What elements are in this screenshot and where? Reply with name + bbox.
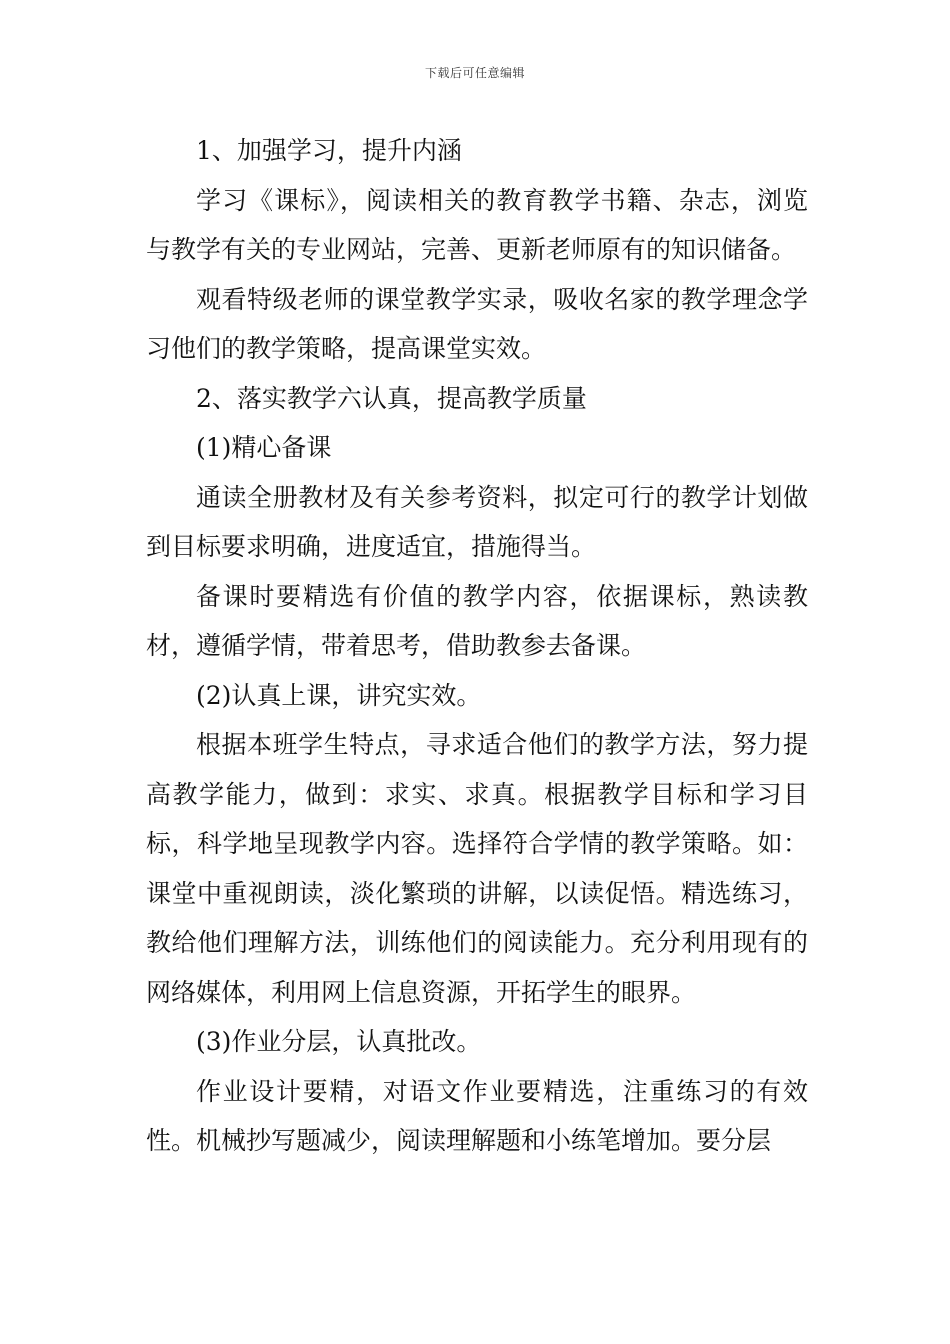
paragraph: 通读全册教材及有关参考资料，拟定可行的教学计划做到目标要求明确，进度适宜，措施得当。 (146, 482, 808, 561)
paragraph: 学习《课标》，阅读相关的教育教学书籍、杂志，浏览与教学有关的专业网站，完善、更新老师原有的知识储备。 (146, 185, 808, 264)
document-body (146, 126, 808, 1166)
paragraph: 根据本班学生特点，寻求适合他们的教学方法，努力提高教学能力，做到：求实、求真。根据教学目标和学习目标，科学地呈现教学内容。选择符合学情的教学策略。如：课堂中重视朗读，淡化繁琐的讲解，以读促悟。精选练习，教给他们理解方法，训练他们的阅读能力。充分利用现有的网络媒体，利用网上信息资源，开拓学生的眼界。 (146, 730, 808, 1007)
heading-1: 1、加强学习，提升内涵 (196, 136, 462, 165)
page-header-note: 下载后可任意编辑 (424, 66, 525, 80)
subheading-1: (1)精心备课 (196, 433, 332, 462)
paragraph: 观看特级老师的课堂教学实录，吸收名家的教学理念学习他们的教学策略，提高课堂实效。 (146, 284, 808, 363)
heading-2: 2、落实教学六认真，提高教学质量 (196, 383, 587, 413)
subheading-2: (2)认真上课，讲究实效。 (196, 680, 482, 710)
paragraph: 作业设计要精，对语文作业要精选，注重练习的有效性。机械抄写题减少，阅读理解题和小练笔增加。要分层 (146, 1076, 808, 1155)
paragraph: 备课时要精选有价值的教学内容，依据课标，熟读教材，遵循学情，带着思考，借助教参去备课。 (146, 581, 808, 660)
subheading-3: (3)作业分层，认真批改。 (196, 1027, 482, 1056)
